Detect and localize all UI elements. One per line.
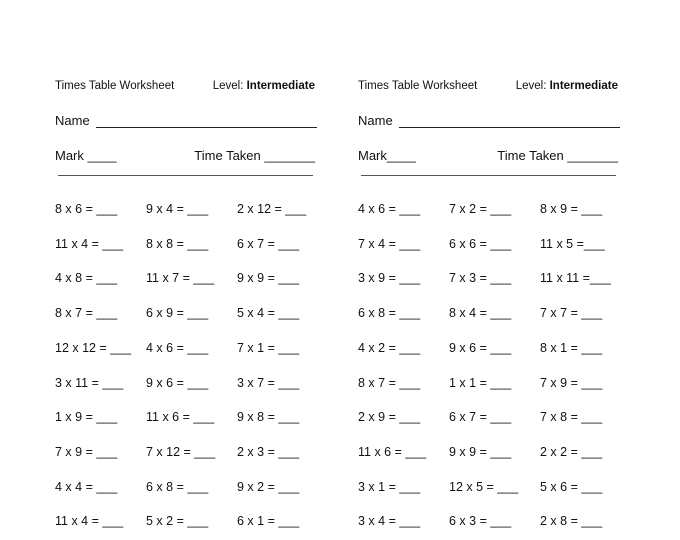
multiplication-problem: 6 x 7 = ___ xyxy=(237,236,300,251)
multiplication-problem: 2 x 2 = ___ xyxy=(540,444,603,459)
problem-row xyxy=(358,445,623,463)
multiplication-problem: 7 x 8 = ___ xyxy=(540,410,603,425)
multiplication-problem: 7 x 12 = ___ xyxy=(146,444,216,459)
problem-row xyxy=(55,514,320,532)
multiplication-problem: 7 x 1 = ___ xyxy=(237,340,300,355)
multiplication-problem: 4 x 8 = ___ xyxy=(55,271,118,286)
multiplication-problem: 6 x 9 = ___ xyxy=(146,306,209,321)
multiplication-problem: 8 x 7 = ___ xyxy=(55,306,118,321)
multiplication-problem: 4 x 2 = ___ xyxy=(358,340,421,355)
multiplication-problem: 4 x 6 = ___ xyxy=(146,340,209,355)
name-label: Name xyxy=(358,113,393,128)
multiplication-problem: 8 x 8 = ___ xyxy=(146,236,209,251)
multiplication-problem: 3 x 11 = ___ xyxy=(55,375,124,390)
multiplication-problem: 2 x 9 = ___ xyxy=(358,410,421,425)
problem-row xyxy=(55,237,320,255)
multiplication-problem: 9 x 6 = ___ xyxy=(449,340,512,355)
problem-row xyxy=(358,410,623,428)
problem-row xyxy=(358,306,623,324)
level-label: Level: xyxy=(212,80,244,92)
level-indicator xyxy=(213,80,315,92)
multiplication-problem: 8 x 4 = ___ xyxy=(449,306,512,321)
multiplication-problem: 7 x 9 = ___ xyxy=(540,375,603,390)
multiplication-problem: 11 x 7 = ___ xyxy=(146,271,215,286)
multiplication-problem: 11 x 4 = ___ xyxy=(55,236,124,251)
worksheet-title: Times Table Worksheet xyxy=(358,80,478,92)
multiplication-problem: 5 x 4 = ___ xyxy=(237,306,300,321)
multiplication-problem: 9 x 6 = ___ xyxy=(146,375,209,390)
problem-row xyxy=(55,410,320,428)
time-taken-label: Time Taken _______ xyxy=(497,148,618,163)
multiplication-problem: 11 x 4 = ___ xyxy=(55,514,124,529)
multiplication-problem: 5 x 6 = ___ xyxy=(540,479,603,494)
worksheet-right xyxy=(358,0,623,540)
mark-label: Mark____ xyxy=(358,148,416,163)
problem-row xyxy=(55,202,320,220)
problem-row xyxy=(358,271,623,289)
multiplication-problem: 3 x 7 = ___ xyxy=(237,375,300,390)
worksheet-left xyxy=(55,0,320,540)
multiplication-problem: 12 x 5 = ___ xyxy=(449,479,519,494)
multiplication-problem: 9 x 9 = ___ xyxy=(237,271,300,286)
multiplication-problem: 1 x 9 = ___ xyxy=(55,410,118,425)
multiplication-problem: 7 x 2 = ___ xyxy=(449,202,512,216)
multiplication-problem: 11 x 5 =___ xyxy=(540,236,605,251)
worksheet-title: Times Table Worksheet xyxy=(55,80,175,92)
multiplication-problem: 6 x 8 = ___ xyxy=(358,306,421,321)
multiplication-problem: 7 x 3 = ___ xyxy=(449,271,512,286)
problem-row xyxy=(358,237,623,255)
multiplication-problem: 7 x 4 = ___ xyxy=(358,236,421,251)
multiplication-problem: 11 x 11 =___ xyxy=(540,271,611,286)
multiplication-problem: 6 x 6 = ___ xyxy=(449,236,512,251)
problem-row xyxy=(358,514,623,532)
name-line xyxy=(358,113,620,128)
multiplication-problem: 2 x 12 = ___ xyxy=(237,202,307,216)
time-taken-label: Time Taken _______ xyxy=(194,148,315,163)
level-value: Intermediate xyxy=(246,80,315,92)
multiplication-problem: 3 x 4 = ___ xyxy=(358,514,421,529)
multiplication-problem: 9 x 8 = ___ xyxy=(237,410,300,425)
multiplication-problem: 7 x 7 = ___ xyxy=(540,306,603,321)
multiplication-problem: 11 x 6 = ___ xyxy=(358,444,427,459)
problem-row xyxy=(358,480,623,498)
multiplication-problem: 6 x 7 = ___ xyxy=(449,410,512,425)
multiplication-problem: 7 x 9 = ___ xyxy=(55,444,118,459)
problem-row xyxy=(55,306,320,324)
multiplication-problem: 1 x 1 = ___ xyxy=(449,375,512,390)
problem-row xyxy=(358,341,623,359)
multiplication-problem: 5 x 2 = ___ xyxy=(146,514,209,529)
multiplication-problem: 9 x 4 = ___ xyxy=(146,202,209,216)
problem-row xyxy=(358,202,623,220)
name-blank xyxy=(399,116,620,128)
level-indicator xyxy=(516,80,618,92)
multiplication-problem: 8 x 7 = ___ xyxy=(358,375,421,390)
multiplication-problem: 2 x 8 = ___ xyxy=(540,514,603,529)
multiplication-problem: 8 x 1 = ___ xyxy=(540,340,603,355)
multiplication-problem: 12 x 12 = ___ xyxy=(55,340,132,355)
multiplication-problem: 6 x 1 = ___ xyxy=(237,514,300,529)
mark-label: Mark ____ xyxy=(55,148,117,163)
multiplication-problem: 3 x 1 = ___ xyxy=(358,479,421,494)
multiplication-problem: 9 x 9 = ___ xyxy=(449,444,512,459)
multiplication-problem: 2 x 3 = ___ xyxy=(237,444,300,459)
problem-row xyxy=(55,480,320,498)
multiplication-problem: 8 x 6 = ___ xyxy=(55,202,118,216)
multiplication-problem: 8 x 9 = ___ xyxy=(540,202,603,216)
multiplication-problem: 6 x 8 = ___ xyxy=(146,479,209,494)
problem-row xyxy=(55,341,320,359)
problem-row xyxy=(55,376,320,394)
multiplication-problem: 4 x 4 = ___ xyxy=(55,479,118,494)
multiplication-problem: 3 x 9 = ___ xyxy=(358,271,421,286)
multiplication-problem: 4 x 6 = ___ xyxy=(358,202,421,216)
divider xyxy=(361,175,616,176)
multiplication-problem: 9 x 2 = ___ xyxy=(237,479,300,494)
problem-row xyxy=(358,376,623,394)
level-label: Level: xyxy=(515,80,547,92)
problem-row xyxy=(55,271,320,289)
multiplication-problem: 6 x 3 = ___ xyxy=(449,514,512,529)
level-value: Intermediate xyxy=(549,80,618,92)
name-label: Name xyxy=(55,113,90,128)
name-blank xyxy=(96,116,317,128)
problem-row xyxy=(55,445,320,463)
name-line xyxy=(55,113,317,128)
multiplication-problem: 11 x 6 = ___ xyxy=(146,410,215,425)
divider xyxy=(58,175,313,176)
